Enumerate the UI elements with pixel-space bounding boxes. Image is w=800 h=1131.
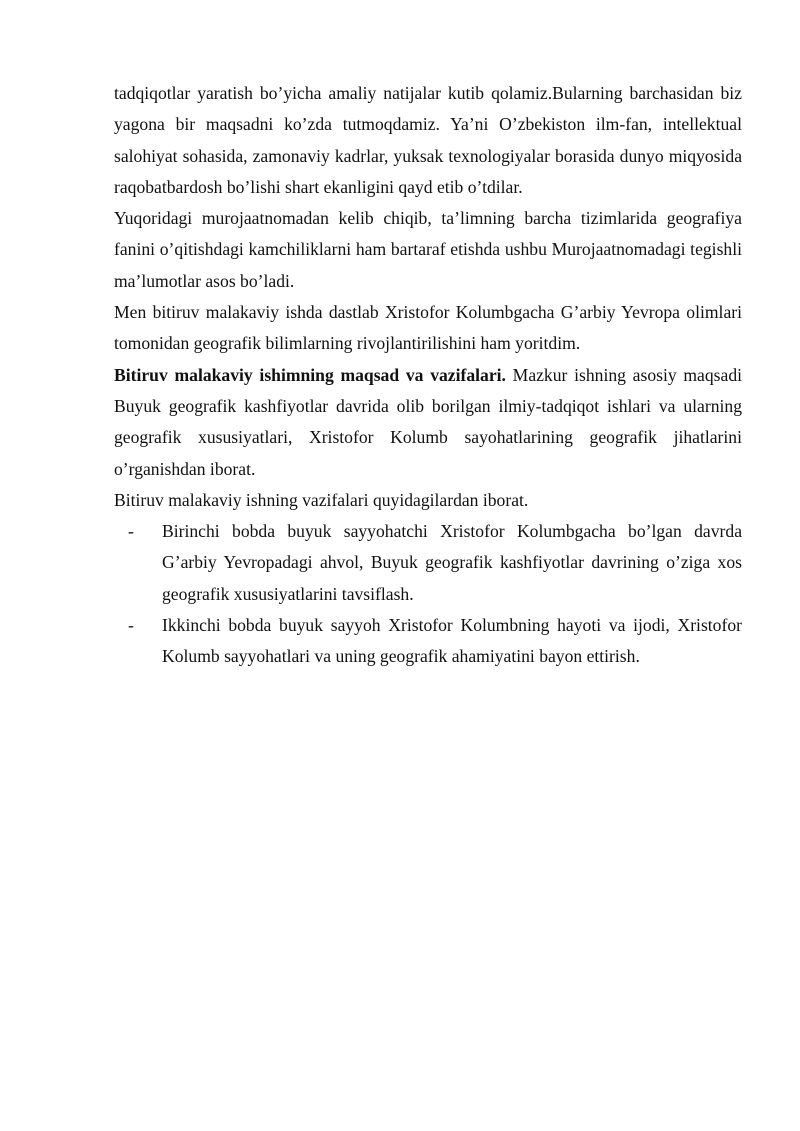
list-item xyxy=(114,516,742,610)
document-page xyxy=(114,78,742,673)
paragraph-maqsad xyxy=(114,360,742,485)
tasks-list xyxy=(114,516,742,672)
maqsad-heading: Bitiruv malakaviy ishimning maqsad va vazifalari. xyxy=(114,364,506,385)
list-item xyxy=(114,610,742,673)
list-item-text: Birinchi bobda buyuk sayyohatchi Xristofor Kolumbgacha bo’lgan davrda G’arbiy Yevropadagi ahvol, Buyuk geografik kashfiyotlar davrining o’ziga xos geografik xususiyatlarini tavsiflash. xyxy=(162,521,742,604)
paragraph-kolumbgacha: Men bitiruv malakaviy ishda dastlab Xristofor Kolumbgacha G’arbiy Yevropa olimlari tomonidan geografik bilimlarning rivojlantirilishini ham yoritdim. xyxy=(114,302,742,354)
list-dash-marker: - xyxy=(128,615,134,636)
paragraph-vazifalar: Bitiruv malakaviy ishning vazifalari quyidagilardan iborat. xyxy=(114,489,529,510)
list-item-text: Ikkinchi bobda buyuk sayyoh Xristofor Kolumbning hayoti va ijodi, Xristofor Kolumb sayyohatlari va uning geografik ahamiyatini bayon ettirish. xyxy=(162,615,742,667)
list-dash-marker: - xyxy=(128,521,134,542)
paragraph-murojaatnoma: Yuqoridagi murojaatnomadan kelib chiqib, ta’limning barcha tizimlarida geografiya fanini o’qitishdagi kamchiliklarni ham bartaraf etishda ushbu Murojaatnomadagi tegishli ma’lumotlar asos bo’ladi. xyxy=(114,208,742,291)
maqsad-text: Mazkur ishning asosiy maqsadi Buyuk geografik kashfiyotlar davrida olib borilgan ilmiy-tadqiqot ishlari va ularning geografik xususiyatlari, Xristofor Kolumb sayohatlarining geografik jihatlarini o’rganishdan iborat. xyxy=(114,364,743,479)
paragraph-intro: tadqiqotlar yaratish bo’yicha amaliy natijalar kutib qolamiz.Bularning barchasidan biz yagona bir maqsadni ko’zda tutmoqdamiz. Ya’ni O’zbekiston ilm-fan, intellektual salohiyat sohasida, zamonaviy kadrlar, yuksak texnologiyalar borasida dunyo miqyosida raqobatbardosh bo’lishi shart ekanligini qayd etib o’tdilar. xyxy=(114,83,742,197)
